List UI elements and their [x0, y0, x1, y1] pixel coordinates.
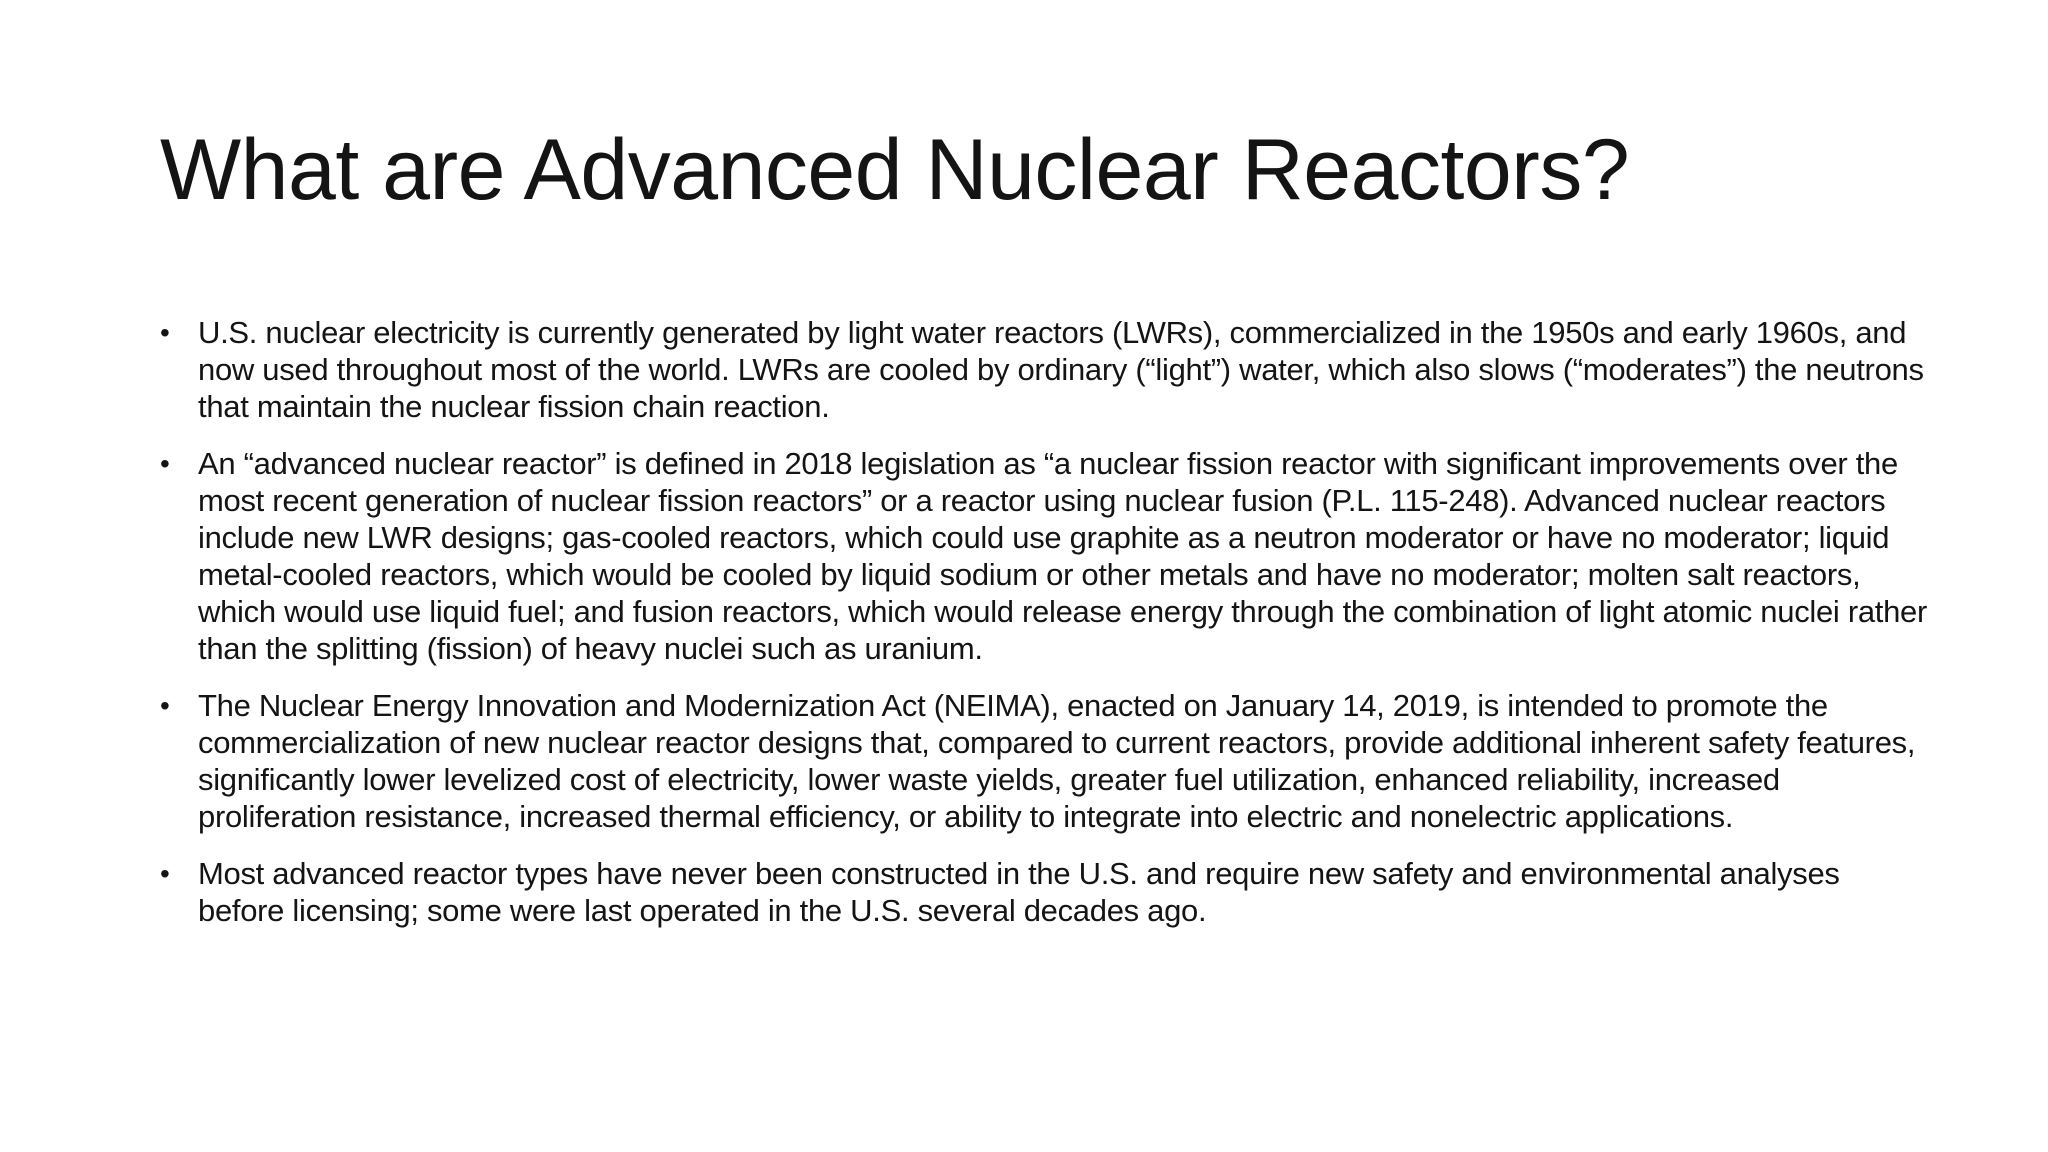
bullet-text: Most advanced reactor types have never been constructed in the U.S. and require new safety and environmental analyses before licensing; some were last operated in the U.S. several decades ago. [198, 856, 1840, 928]
bullet-text: An “advanced nuclear reactor” is defined in 2018 legislation as “a nuclear fission reactor with significant improvements over the most recent generation of nuclear fission reactors” or a reactor using nuclear fusion (P.L. 115-248). Advanced nuclear reactors include new LWR designs; gas-cooled reactors, which could use graphite as a neutron moderator or have no moderator; liquid metal-cooled reactors, which would be cooled by liquid sodium or other metals and have no moderator; molten salt reactors, which would use liquid fuel; and fusion reactors, which would release energy through the combination of light atomic nuclei rather than the splitting (fission) of heavy nuclei such as uranium. [198, 446, 1928, 666]
bullet-icon: • [160, 858, 170, 889]
bullet-item [160, 855, 1930, 929]
bullet-item [160, 445, 1930, 667]
slide-title: What are Advanced Nuclear Reactors? [160, 122, 1630, 218]
bullet-text: U.S. nuclear electricity is currently generated by light water reactors (LWRs), commercialized in the 1950s and early 1960s, and now used throughout most of the world. LWRs are cooled by ordinary (“light”) water, which also slows (“moderates”) the neutrons that maintain the nuclear fission chain reaction. [198, 315, 1924, 424]
bullet-icon: • [160, 690, 170, 721]
bullet-item [160, 687, 1930, 835]
bullet-icon: • [160, 448, 170, 479]
bullet-list [160, 314, 1930, 949]
bullet-item [160, 314, 1930, 425]
bullet-icon: • [160, 317, 170, 348]
bullet-text: The Nuclear Energy Innovation and Modernization Act (NEIMA), enacted on January 14, 2019, is intended to promote the commercialization of new nuclear reactor designs that, compared to current reactors, provide additional inherent safety features, significantly lower levelized cost of electricity, lower waste yields, greater fuel utilization, enhanced reliability, increased proliferation resistance, increased thermal efficiency, or ability to integrate into electric and nonelectric applications. [198, 688, 1916, 834]
